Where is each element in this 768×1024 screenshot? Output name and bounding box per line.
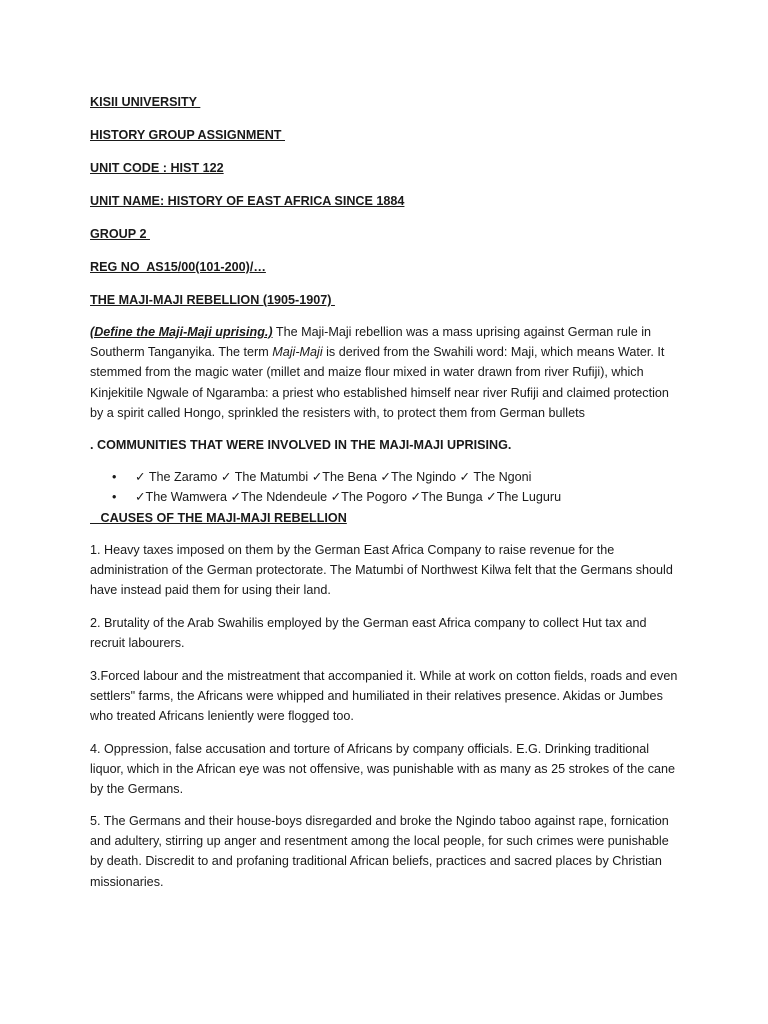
- bullet-icon: •: [112, 490, 117, 505]
- university-heading: KISII UNIVERSITY: [90, 95, 201, 109]
- cause-paragraph-5: 5. The Germans and their house-boys disregarded and broke the Ngindo taboo against rape, fornication and adultery, stirring up anger and resentment among the local people, for such crimes were punishable by death. Discredit to and profaning traditional African beliefs, practices and sacred places by Christian missionaries.: [90, 814, 669, 889]
- intro-term: Maji-Maji: [272, 345, 323, 360]
- unit-name-heading: UNIT NAME: HISTORY OF EAST AFRICA SINCE 1884: [90, 194, 405, 208]
- cause-paragraph-2: 2. Brutality of the Arab Swahilis employed by the German east Africa company to collect Hut tax and recruit labourers.: [90, 616, 647, 651]
- communities-list: [90, 467, 561, 507]
- community-text: ✓The Wamwera ✓The Ndendeule ✓The Pogoro ✓The Bunga ✓The Luguru: [135, 490, 562, 505]
- intro-text-2: is derived from the Swahili word: Maji, which means Water. It stemmed from the magic water (millet and maize flour mixed in water drawn from river Rufiji), which Kinjekitile Ngwale of Ngaramba: a priest who established himself near river Rufiji and claimed protection by a spirit called Hongo, sprinkled the resisters with, to protect them from German bullets: [90, 345, 669, 420]
- group-heading: GROUP 2: [90, 227, 150, 241]
- assignment-heading: HISTORY GROUP ASSIGNMENT: [90, 128, 285, 142]
- cause-paragraph-4: 4. Oppression, false accusation and torture of Africans by company officials. E.G. Drinking traditional liquor, which in the African eye was not offensive, was punishable with as many as 25 strokes of the cane by the Germans.: [90, 742, 676, 797]
- community-text: ✓ The Zaramo ✓ The Matumbi ✓The Bena ✓The Ngindo ✓ The Ngoni: [135, 470, 532, 484]
- bullet-icon: •: [112, 470, 117, 484]
- unit-code-heading: UNIT CODE : HIST 122: [90, 161, 224, 175]
- define-label: (Define the Maji-Maji uprising.): [90, 325, 273, 339]
- cause-paragraph-3: 3.Forced labour and the mistreatment that accompanied it. While at work on cotton fields, roads and even settlers" farms, the Africans were whipped and humiliated in their relatives presence. Akidas or Jumbes who treated Africans leniently were flogged too.: [90, 669, 678, 724]
- causes-heading: CAUSES OF THE MAJI-MAJI REBELLION: [90, 511, 347, 525]
- list-item: [90, 467, 561, 487]
- communities-heading: . COMMUNITIES THAT WERE INVOLVED IN THE MAJI-MAJI UPRISING.: [90, 438, 512, 452]
- list-item: [90, 487, 561, 507]
- intro-paragraph: [90, 322, 680, 423]
- reg-no-heading: REG NO AS15/00(101-200)/…: [90, 260, 266, 274]
- intro-text-1: The Maji-Maji rebellion was a mass uprising against German rule in Southerm Tanganyika. The term: [90, 325, 652, 360]
- rebellion-title: THE MAJI-MAJI REBELLION (1905-1907): [90, 293, 335, 307]
- cause-paragraph-1: 1. Heavy taxes imposed on them by the German East Africa Company to raise revenue for the administration of the German protectorate. The Matumbi of Northwest Kilwa felt that the Germans should have instead paid them for using their land.: [90, 543, 673, 598]
